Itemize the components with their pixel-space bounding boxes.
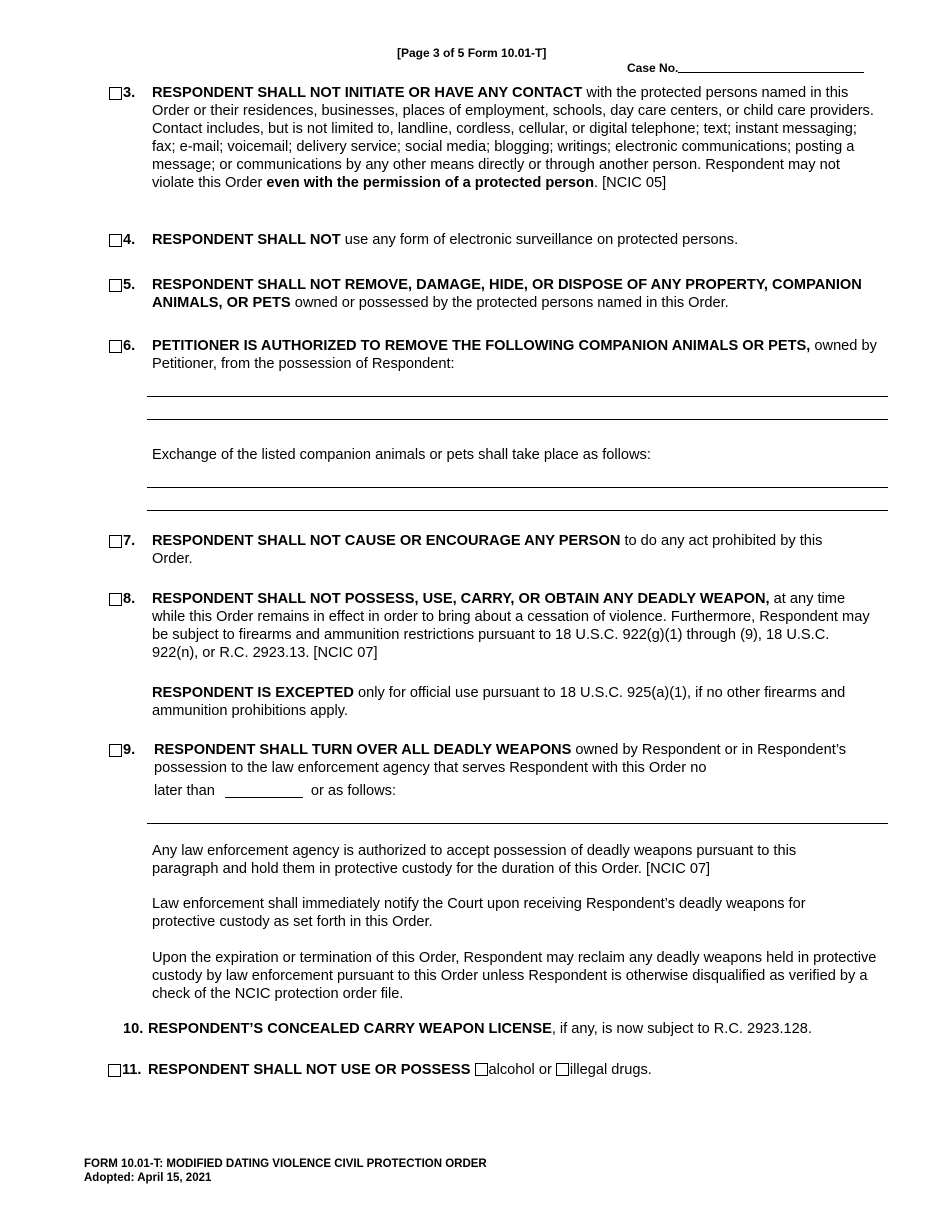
item-9-para-2: Law enforcement shall immediately notify the Court upon receiving Respondent’s deadly weapons for protective custody as set forth in this Order. (152, 896, 806, 930)
item-7-lead: RESPONDENT SHALL NOT CAUSE OR ENCOURAGE ANY PERSON (152, 533, 621, 549)
item-4-text (152, 231, 874, 249)
case-number-label (627, 59, 864, 77)
item-10-number: 10. (123, 1021, 144, 1037)
item-11-text (148, 1061, 870, 1079)
footer-adopted-date: Adopted: April 15, 2021 (84, 1172, 212, 1184)
or-as-follows-label: or as follows: (310, 783, 397, 799)
item-7-number: 7. (123, 533, 136, 549)
alcohol-label: alcohol or (488, 1062, 552, 1078)
item-3-bold-mid: even with the permission of a protected person (266, 175, 594, 191)
item-8-except-body: only for official use pursuant to 18 U.S.C. 925(a)(1), if no other firearms and ammunition prohibitions apply. (152, 685, 846, 719)
illegal-drugs-checkbox[interactable] (556, 1063, 569, 1076)
item-4-lead: RESPONDENT SHALL NOT (152, 232, 341, 248)
item-9-number: 9. (123, 742, 136, 758)
later-than-date-field[interactable] (225, 783, 303, 798)
item-3-checkbox[interactable] (109, 87, 122, 100)
item-8-number: 8. (123, 591, 136, 607)
item-4-body: use any form of electronic surveillance on protected persons. (340, 232, 739, 248)
item-9-text (154, 741, 854, 777)
item-6-text (152, 337, 882, 373)
item-8-body: at any time while this Order remains in effect in order to bring about a cessation of violence. Furthermore, Respondent may be subject to firearms and ammunition restrictions pursuant to 18 U.S.C. 922(g)(1) through (9), 18 U.S.C. 922(n), or R.C. 2923.13. [NCIC 07] (152, 591, 870, 661)
footer-form-title: FORM 10.01-T: MODIFIED DATING VIOLENCE CIVIL PROTECTION ORDER (84, 1158, 487, 1170)
item-9-checkbox[interactable] (109, 744, 122, 757)
page-label: [Page 3 of 5 Form 10.01-T] (397, 46, 547, 60)
item-11-number: 11. (122, 1062, 142, 1078)
case-number-field[interactable] (678, 60, 864, 73)
item-6-number: 6. (123, 338, 136, 354)
item-5-checkbox[interactable] (109, 279, 122, 292)
illegal-drugs-label: illegal drugs. (569, 1062, 652, 1078)
item-9-para-3: Upon the expiration or termination of this Order, Respondent may reclaim any deadly weapons held in protective custody by law enforcement pursuant to this Order unless Respondent is otherwise disqualified as verified by a check of the NCIC protection order file. (152, 950, 877, 1002)
exchange-line-1[interactable] (147, 487, 888, 488)
item-10-text (148, 1020, 870, 1038)
item-6-lead: PETITIONER IS AUTHORIZED TO REMOVE THE FOLLOWING COMPANION ANIMALS OR PETS, (152, 338, 811, 354)
item-4-checkbox[interactable] (109, 234, 122, 247)
item-8-text (152, 590, 872, 662)
item-11-checkbox[interactable] (108, 1064, 121, 1077)
item-4-number: 4. (123, 232, 136, 248)
item-8-exception (152, 684, 872, 720)
item-3-lead: RESPONDENT SHALL NOT INITIATE OR HAVE ANY CONTACT (152, 85, 583, 101)
item-9-para-1: Any law enforcement agency is authorized to accept possession of deadly weapons pursuant to this paragraph and hold them in protective custody for the duration of this Order. [NCIC 07] (152, 843, 797, 877)
later-than-label: later than (154, 783, 215, 799)
item-6-body: owned by Petitioner, from the possession of Respondent: (152, 338, 877, 372)
item-8-except-lead: RESPONDENT IS EXCEPTED (152, 685, 354, 701)
item-3-tail: . [NCIC 05] (594, 175, 667, 191)
item-9-lead: RESPONDENT SHALL TURN OVER ALL DEADLY WEAPONS (154, 742, 572, 758)
item-8-checkbox[interactable] (109, 593, 122, 606)
item-6-checkbox[interactable] (109, 340, 122, 353)
item-5-text (152, 276, 882, 312)
item-9-body: owned by Respondent or in Respondent’s possession to the law enforcement agency that serves Respondent with this Order no (154, 742, 847, 776)
item-10-body: , if any, is now subject to R.C. 2923.128. (551, 1021, 812, 1037)
case-no-text: Case No. (627, 61, 679, 75)
exchange-line-2[interactable] (147, 510, 888, 511)
item-11-lead: RESPONDENT SHALL NOT USE OR POSSESS (148, 1062, 471, 1078)
pets-line-2[interactable] (147, 419, 888, 420)
item-8-lead: RESPONDENT SHALL NOT POSSESS, USE, CARRY, OR OBTAIN ANY DEADLY WEAPON, (152, 591, 770, 607)
item-9-deadline-row (154, 782, 396, 800)
item-7-checkbox[interactable] (109, 535, 122, 548)
item-7-body: to do any act prohibited by this Order. (152, 533, 823, 567)
pets-line-1[interactable] (147, 396, 888, 397)
item-3-body: with the protected persons named in this Order or their residences, businesses, places of employment, schools, day care centers, or child care providers. Contact includes, but is not limited to, landline, cordless, cellular, or digital telephone; text; instant messaging; fax; e-mail; voicemail; delivery service; social media; blogging; writings; electronic communications; posting a message; or communications by any other means directly or through another person. Respondent may not violate this Order (152, 85, 874, 191)
weapons-instructions-line[interactable] (147, 823, 888, 824)
item-5-body: owned or possessed by the protected persons named in this Order. (290, 295, 729, 311)
item-10-lead: RESPONDENT’S CONCEALED CARRY WEAPON LICENSE (148, 1021, 552, 1037)
alcohol-checkbox[interactable] (475, 1063, 488, 1076)
item-3-text (152, 84, 876, 192)
item-5-number: 5. (123, 277, 136, 293)
item-7-text (152, 532, 852, 568)
exchange-text: Exchange of the listed companion animals or pets shall take place as follows: (152, 447, 651, 463)
item-5-lead: RESPONDENT SHALL NOT REMOVE, DAMAGE, HIDE, OR DISPOSE OF ANY PROPERTY, COMPANION ANIMALS, OR PETS (152, 277, 862, 311)
item-3-number: 3. (123, 85, 136, 101)
